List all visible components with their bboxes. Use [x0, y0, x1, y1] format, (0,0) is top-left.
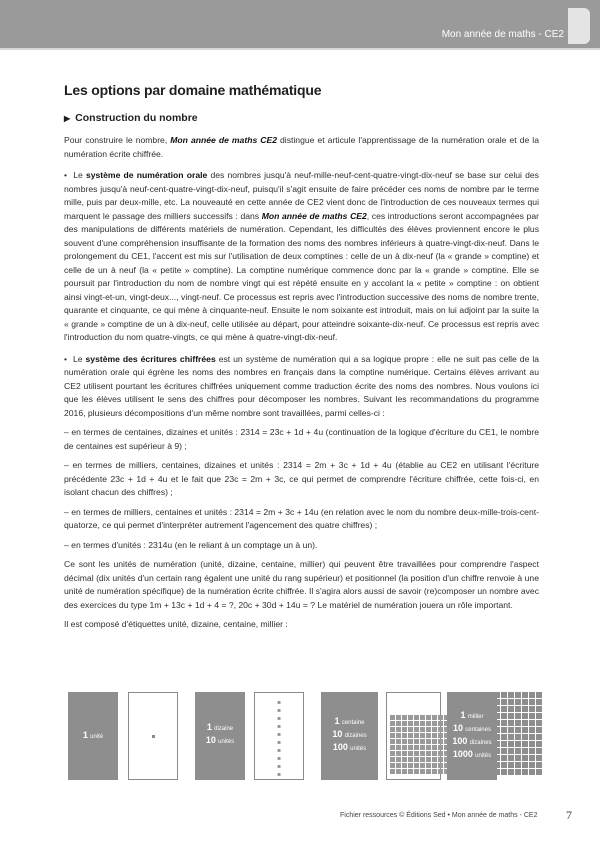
- hundred-grid-cell: [408, 733, 413, 738]
- intro-book-title: Mon année de maths CE2: [170, 135, 277, 145]
- hundred-card-tens-number: 10: [332, 729, 343, 739]
- thousand-grid-cell: [522, 734, 528, 740]
- hundred-grid-cell: [408, 757, 413, 762]
- intro-paragraph: [64, 134, 539, 161]
- labels-intro: Il est composé d'étiquettes unité, dizaine, centaine, millier :: [64, 619, 288, 629]
- thousand-grid-cell: [494, 762, 500, 768]
- hundred-grid-cell: [438, 751, 443, 756]
- oral-text-c: des nombres jusqu'à neuf-mille-neuf-cent-quatre-vingt-dix-neuf se base sur celui des nombres jusqu'à neuf-cent-quatre-vingt-dix-neuf, puisqu'il s'agit ensuite de faire précéder ces noms de nombre par le terme mille, puis par deux-mille, etc. La nouveauté en cette année de CE2 vient donc de l'introduction de ces nouveaux termes qui marquent le passage des milliers successifs : dans: [64, 170, 539, 221]
- thousand-grid-cell: [515, 692, 521, 698]
- hundred-grid-cell: [420, 733, 425, 738]
- ten-rod-card: [254, 692, 304, 780]
- hundred-grid-cell: [432, 739, 437, 744]
- thousand-grid-cell: [529, 741, 535, 747]
- thousand-cube-card: [502, 692, 538, 780]
- hundred-grid-cell: [426, 721, 431, 726]
- thousand-grid-cell: [515, 706, 521, 712]
- thousand-grid-cell: [501, 727, 507, 733]
- thousand-grid-cell: [515, 762, 521, 768]
- written-text-a: Le: [70, 353, 86, 364]
- hundred-grid-cell: [414, 751, 419, 756]
- thousand-grid-cell: [508, 720, 514, 726]
- thousand-grid-cell: [536, 741, 542, 747]
- subsection-title: Construction du nombre: [75, 112, 198, 124]
- thousand-grid-cell: [529, 762, 535, 768]
- hundred-grid-cell: [390, 715, 395, 720]
- hundred-grid-cell: [414, 733, 419, 738]
- ten-card-units-number: 10: [205, 735, 216, 745]
- hundred-grid-cell: [396, 757, 401, 762]
- footer-credit: Fichier ressources © Éditions Sed • Mon année de maths - CE2: [340, 812, 538, 819]
- thousand-grid-cell: [529, 720, 535, 726]
- hundred-grid-cell: [420, 727, 425, 732]
- unit-cube-dot: [152, 735, 155, 738]
- hundred-grid-cell: [402, 751, 407, 756]
- hundred-grid-cell: [402, 745, 407, 750]
- hundred-grid-cell: [420, 763, 425, 768]
- written-numeration-paragraph: [64, 353, 539, 421]
- hundred-grid-cell: [426, 727, 431, 732]
- hundred-grid-cell: [432, 763, 437, 768]
- hundred-grid-cell: [396, 733, 401, 738]
- hundred-grid-cell: [414, 769, 419, 774]
- thousand-grid-cell: [515, 727, 521, 733]
- thousand-grid-cell: [536, 727, 542, 733]
- hundred-grid-cell: [438, 721, 443, 726]
- hundred-grid-cell: [390, 751, 395, 756]
- subsection-heading: [64, 112, 539, 124]
- hundred-card-word: centaine: [341, 720, 365, 726]
- thousand-grid-cell: [501, 769, 507, 775]
- thousand-grid-cell: [529, 748, 535, 754]
- thousand-grid-cell: [494, 769, 500, 775]
- hundred-grid-cell: [408, 739, 413, 744]
- thousand-grid-cell: [508, 706, 514, 712]
- hundred-grid-cell: [426, 715, 431, 720]
- thousand-grid-cell: [508, 727, 514, 733]
- thousand-grid-cell: [536, 734, 542, 740]
- thousand-grid-cell: [515, 755, 521, 761]
- hundred-grid-cell: [402, 757, 407, 762]
- oral-book-title: Mon année de maths CE2: [261, 210, 367, 221]
- hundred-grid-cell: [408, 769, 413, 774]
- hundred-grid-cell: [396, 715, 401, 720]
- thousand-grid-cell: [501, 762, 507, 768]
- hundred-grid-cell: [396, 739, 401, 744]
- thousand-grid-cell: [529, 755, 535, 761]
- thousand-grid-cell: [494, 713, 500, 719]
- thousand-grid-cell: [494, 727, 500, 733]
- hundred-card-units-word: unités: [350, 746, 367, 752]
- ten-rod-dots: [278, 701, 281, 781]
- hundred-label-card: [321, 692, 378, 780]
- unit-cube-card: [128, 692, 178, 780]
- hundred-grid-cell: [396, 745, 401, 750]
- page-number: 7: [566, 808, 572, 822]
- thousand-grid-cell: [501, 734, 507, 740]
- hundred-grid-cell: [420, 757, 425, 762]
- thousand-grid-cell: [508, 762, 514, 768]
- hundred-grid-cell: [390, 763, 395, 768]
- thousand-grid-cell: [501, 713, 507, 719]
- thousand-grid-cell: [522, 741, 528, 747]
- thousand-card-number: 1: [460, 710, 466, 720]
- oral-text-a: Le: [70, 170, 86, 180]
- thousand-grid-cell: [494, 734, 500, 740]
- thousand-card-word: millier: [467, 714, 484, 720]
- thousand-grid-cell: [515, 699, 521, 705]
- hundred-grid-cell: [414, 715, 419, 720]
- hundred-grid-cell: [414, 727, 419, 732]
- thousand-card-tens-word: dizaines: [469, 740, 492, 746]
- thousand-grid-cell: [494, 755, 500, 761]
- decomposition-item: – en termes de centaines, dizaines et unités : 2314 = 23c + 1d + 4u (continuation de la logique d'écriture du CE1, le nombre de centaines est supérieur à 9) ;: [64, 427, 539, 451]
- hundred-grid-cell: [414, 745, 419, 750]
- written-term: système des écritures chiffrées: [85, 353, 216, 364]
- hundred-grid-cell: [432, 751, 437, 756]
- hundred-grid-cell: [438, 739, 443, 744]
- thousand-grid-cell: [508, 699, 514, 705]
- thousand-grid-cell: [529, 734, 535, 740]
- thousand-grid-cell: [508, 692, 514, 698]
- ten-card-number: 1: [206, 722, 212, 732]
- hundred-grid-cell: [396, 721, 401, 726]
- hundred-grid-cell: [390, 739, 395, 744]
- hundred-grid-cell: [438, 727, 443, 732]
- hundred-grid-cell: [420, 739, 425, 744]
- thousand-grid-cell: [522, 720, 528, 726]
- thousand-grid-cell: [501, 706, 507, 712]
- hundred-grid-cell: [420, 751, 425, 756]
- hundred-grid-cell: [390, 733, 395, 738]
- hundred-grid-cell: [432, 769, 437, 774]
- unit-card-word: unité: [90, 734, 104, 740]
- thousand-grid-cell: [529, 769, 535, 775]
- hundred-grid-cell: [426, 733, 431, 738]
- hundred-flat-card: [386, 692, 441, 780]
- hundred-grid-cell: [390, 757, 395, 762]
- hundred-grid-cell: [414, 763, 419, 768]
- hundred-grid-cell: [438, 769, 443, 774]
- hundred-grid-cell: [396, 769, 401, 774]
- hundred-grid-cell: [426, 751, 431, 756]
- hundred-grid-cell: [396, 751, 401, 756]
- hundred-grid-cell: [402, 769, 407, 774]
- hundred-grid-cell: [402, 733, 407, 738]
- hundred-card-units-number: 100: [332, 742, 348, 752]
- thousand-card-hundreds-number: 10: [453, 723, 464, 733]
- thousand-grid-cell: [522, 713, 528, 719]
- thousand-grid-cell: [522, 748, 528, 754]
- thousand-grid-cell: [529, 727, 535, 733]
- thousand-grid-cell: [536, 769, 542, 775]
- hundred-grid-cell: [402, 721, 407, 726]
- thousand-grid-cell: [515, 713, 521, 719]
- intro-text-a: Pour construire le nombre,: [64, 135, 171, 145]
- written-text-c: est un système de numération qui a sa logique propre : elle ne suit pas celle de la numération orale qui égrène les noms des nombres en français dans la comptine numérique. Certains élèves arrivant au CE2 utilisent pourtant les écritures chiffrées uniquement comme traduction écrite des noms des nombres. Nous voulons ici que les élèves utilisent le sens des chiffres pour décomposer les nombres. Suivant les recommandations du programme 2016, plusieurs décompositions d'un même nombre sont travaillées, parmi celles-ci :: [64, 353, 540, 418]
- hundred-grid-cell: [426, 769, 431, 774]
- thousand-grid-cell: [536, 762, 542, 768]
- thousand-card-tens-number: 100: [452, 736, 468, 746]
- thousand-grid-cell: [522, 706, 528, 712]
- thousand-grid-cell: [494, 699, 500, 705]
- hundred-grid-cell: [408, 745, 413, 750]
- hundred-grid-cell: [390, 769, 395, 774]
- thousand-grid-cell: [494, 692, 500, 698]
- thousand-grid-cell: [501, 755, 507, 761]
- hundred-grid-cell: [390, 721, 395, 726]
- thousand-grid-cell: [494, 748, 500, 754]
- bullet-icon: •: [64, 353, 68, 364]
- hundred-grid-cell: [438, 763, 443, 768]
- hundred-grid-cell: [420, 715, 425, 720]
- thousand-grid-cell: [522, 727, 528, 733]
- decomposition-item: – en termes de milliers, centaines et unités : 2314 = 2m + 3c + 14u (en relation avec le nom du nombre deux-mille-trois-cent-quatorze, ce qui permet d'interpréter autrement l'agencement des quatre chiffres) ;: [64, 506, 539, 530]
- thousand-grid-cell: [529, 699, 535, 705]
- thousand-card-units-number: 1000: [452, 749, 473, 759]
- thousand-grid-cell: [522, 699, 528, 705]
- oral-term: système de numération orale: [85, 170, 208, 180]
- thousand-grid-cell: [522, 692, 528, 698]
- thousand-grid-cell: [529, 706, 535, 712]
- oral-text-e: , ces introductions seront accompagnées par des manipulations de différents matériels de numération. Cependant, les difficultés des élèves proviennent encore le plus souvent d'une compréhension insuffisante de la formation des noms des nombres inférieurs à quatre-vingt-dix-neuf. Dans le prolongement du CE1, l'accent est mis sur l'utilisation de deux comptines : celle de un à dix-neuf (la « grande » comptine) et celle de un à neuf (la « petite » comptine). La comptine numérique commence donc par la « grande » comptine. Elle se poursuit par l'introduction du nom de nombre vingt qui est répété ensuite en y accolant la « petite » comptine : on obtient ainsi vingt-et-un, vingt-deux..., vingt-neuf. Ce processus est repris avec l'introduction successive des noms de nombre trente, quarante et cinquante, ce qui mène à cinquante-neuf. Ensuite le nom soixante est introduit, mais on lui adjoint par la suite la « grande » comptine de un à dix-neuf, celle utilisée au départ, pour atteindre soixante-dix-neuf. Ce processus est repris avec l'introduction du nom quatre-vingts, ce qui mène à quatre-vingt-dix-neuf.: [64, 210, 540, 342]
- hundred-grid-cell: [396, 727, 401, 732]
- intro-text-c: distingue et articule l'apprentissage de la numération orale et de la numération écrite chiffrée.: [64, 135, 539, 159]
- thousand-grid-cell: [536, 692, 542, 698]
- header-tab-decoration: [568, 8, 590, 44]
- hundred-grid-cell: [414, 739, 419, 744]
- numeration-cards: [68, 692, 538, 782]
- thousand-grid-cell: [522, 762, 528, 768]
- hundred-grid-cell: [432, 721, 437, 726]
- thousand-grid-cell: [536, 748, 542, 754]
- thousand-grid-cell: [529, 692, 535, 698]
- thousand-grid-cell: [536, 755, 542, 761]
- thousand-grid-cell: [501, 720, 507, 726]
- thousand-grid-cell: [501, 748, 507, 754]
- hundred-grid-cell: [438, 733, 443, 738]
- thousand-grid-cell: [494, 706, 500, 712]
- thousand-grid-cell: [508, 713, 514, 719]
- section-title: Les options par domaine mathématique: [64, 82, 322, 98]
- bullet-icon: •: [64, 170, 68, 180]
- hundred-grid-cell: [420, 721, 425, 726]
- header-divider: [0, 48, 600, 50]
- header-title: Mon année de maths - CE2: [441, 29, 564, 40]
- hundred-grid-cell: [402, 763, 407, 768]
- hundred-grid-cell: [426, 739, 431, 744]
- thousand-grid-cell: [508, 748, 514, 754]
- thousand-grid-cell: [529, 713, 535, 719]
- thousand-grid-cell: [501, 699, 507, 705]
- ten-card-units-word: unités: [218, 739, 235, 745]
- units-paragraph: Ce sont les unités de numération (unité, dizaine, centaine, millier) qui peuvent être travaillées pour comprendre l'aspect décimal (dix unités d'un certain rang égalent une unité du rang supérieur) et positionnel (la position d'un chiffre renvoie à une unité de numération spécifique) de la numération écrite chiffrée. Il s'agira alors aussi de savoir (re)composer un nombre avec des exercices du type 1m + 13c + 1d + 4 = ?, 20c + 30d + 14u = ? Le matériel de numération jouera un rôle important.: [64, 559, 539, 610]
- thousand-grid-cell: [522, 755, 528, 761]
- ten-label-card: [195, 692, 245, 780]
- hundred-grid-cell: [432, 757, 437, 762]
- hundred-grid-cell: [432, 733, 437, 738]
- thousand-grid-cell: [536, 706, 542, 712]
- thousand-grid-cell: [515, 720, 521, 726]
- hundred-grid-cell: [432, 745, 437, 750]
- hundred-grid-cell: [426, 763, 431, 768]
- hundred-card-number: 1: [334, 716, 340, 726]
- thousand-grid-cell: [494, 720, 500, 726]
- thousand-grid-cell: [508, 755, 514, 761]
- hundred-grid-cell: [408, 727, 413, 732]
- hundred-grid-cell: [420, 769, 425, 774]
- hundred-grid-cell: [390, 745, 395, 750]
- oral-numeration-paragraph: [64, 169, 539, 345]
- thousand-grid-cell: [522, 769, 528, 775]
- ten-card-word: dizaine: [214, 726, 234, 732]
- thousand-grid-cell: [536, 699, 542, 705]
- triangle-bullet-icon: ▶: [64, 114, 71, 123]
- thousand-cube-grid: [494, 692, 542, 775]
- unit-card-number: 1: [82, 730, 88, 740]
- thousand-card-units-word: unités: [475, 753, 492, 759]
- thousand-grid-cell: [536, 713, 542, 719]
- unit-label-card: [68, 692, 118, 780]
- hundred-grid-cell: [408, 763, 413, 768]
- hundred-grid-cell: [438, 715, 443, 720]
- hundred-grid-cell: [438, 745, 443, 750]
- hundred-grid-cell: [414, 757, 419, 762]
- hundred-grid-cell: [426, 745, 431, 750]
- thousand-grid-cell: [536, 720, 542, 726]
- decomposition-item: – en termes de milliers, centaines, dizaines et unités : 2314 = 2m + 3c + 1d + 4u (établie au CE2 en utilisant l'écriture précédente 23c + 1d + 4u et le fait que 23c = 2m + 3c, ce qui permet de comprendre l'écriture chiffrée, cette fois-ci, en isolant chacun des chiffres) ;: [64, 460, 539, 497]
- thousand-grid-cell: [515, 741, 521, 747]
- thousand-grid-cell: [508, 734, 514, 740]
- decomposition-item: – en termes d'unités : 2314u (en le reliant à un comptage un à un).: [64, 539, 318, 550]
- hundred-grid-cell: [408, 721, 413, 726]
- thousand-grid-cell: [508, 741, 514, 747]
- thousand-grid-cell: [515, 769, 521, 775]
- thousand-label-card: [447, 692, 497, 780]
- hundred-grid-cell: [438, 757, 443, 762]
- thousand-grid-cell: [494, 741, 500, 747]
- hundred-grid-cell: [432, 727, 437, 732]
- hundred-grid-cell: [402, 739, 407, 744]
- thousand-grid-cell: [501, 741, 507, 747]
- hundred-grid-cell: [396, 763, 401, 768]
- hundred-grid-cell: [408, 715, 413, 720]
- header-band: [0, 0, 600, 48]
- hundred-grid-cell: [408, 751, 413, 756]
- hundred-flat-grid: [390, 715, 449, 774]
- hundred-grid-cell: [402, 727, 407, 732]
- hundred-grid-cell: [420, 745, 425, 750]
- hundred-grid-cell: [390, 727, 395, 732]
- main-content: [64, 82, 539, 638]
- hundred-grid-cell: [426, 757, 431, 762]
- thousand-grid-cell: [515, 734, 521, 740]
- hundred-grid-cell: [414, 721, 419, 726]
- thousand-grid-cell: [508, 769, 514, 775]
- hundred-grid-cell: [432, 715, 437, 720]
- thousand-grid-cell: [501, 692, 507, 698]
- hundred-grid-cell: [402, 715, 407, 720]
- thousand-grid-cell: [515, 748, 521, 754]
- hundred-card-tens-word: dizaines: [344, 733, 367, 739]
- thousand-card-hundreds-word: centaines: [465, 727, 491, 733]
